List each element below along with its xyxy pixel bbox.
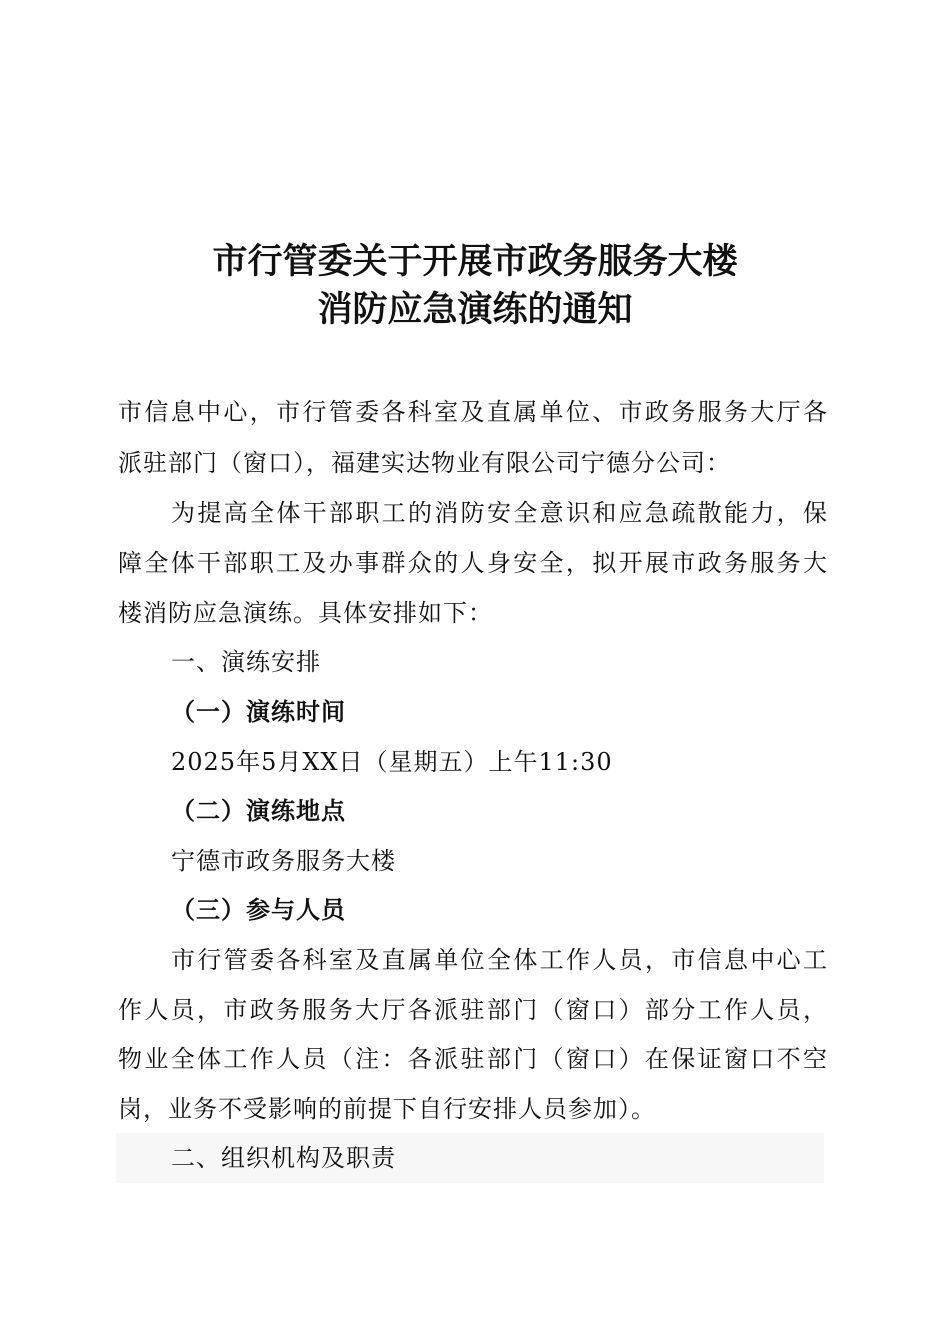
intro-paragraph-line-3: 楼消防应急演练。具体安排如下： xyxy=(118,599,493,627)
document-title-line-1: 市行管委关于开展市政务服务大楼 xyxy=(212,241,738,282)
participants-line-3: 物业全体工作人员（注：各派驻部门（窗口）在保证窗口不空 xyxy=(118,1045,828,1073)
subsection-3-heading: （三）参与人员 xyxy=(171,895,346,924)
drill-time-text: 2025年5月XX日（星期五）上午11:30 xyxy=(171,748,613,776)
section-1-heading: 一、演练安排 xyxy=(171,648,321,676)
addressee-line-1: 市信息中心，市行管委各科室及直属单位、市政务服务大厅各 xyxy=(118,398,828,426)
addressee-line-2: 派驻部门（窗口），福建实达物业有限公司宁德分公司： xyxy=(118,449,731,477)
drill-location-text: 宁德市政务服务大楼 xyxy=(171,847,396,875)
document-title-line-2: 消防应急演练的通知 xyxy=(317,289,633,330)
subsection-2-heading: （二）演练地点 xyxy=(171,796,346,825)
subsection-1-heading: （一）演练时间 xyxy=(171,697,346,726)
participants-line-4: 岗，业务不受影响的前提下自行安排人员参加）。 xyxy=(118,1095,656,1123)
intro-paragraph-line-1: 为提高全体干部职工的消防安全意识和应急疏散能力，保 xyxy=(171,499,828,527)
intro-paragraph-line-2: 障全体干部职工及办事群众的人身安全，拟开展市政务服务大 xyxy=(118,549,828,577)
section-2-heading: 二、组织机构及职责 xyxy=(171,1144,396,1172)
participants-line-1: 市行管委各科室及直属单位全体工作人员，市信息中心工 xyxy=(171,946,828,974)
participants-line-2: 作人员，市政务服务大厅各派驻部门（窗口）部分工作人员， xyxy=(118,996,828,1024)
